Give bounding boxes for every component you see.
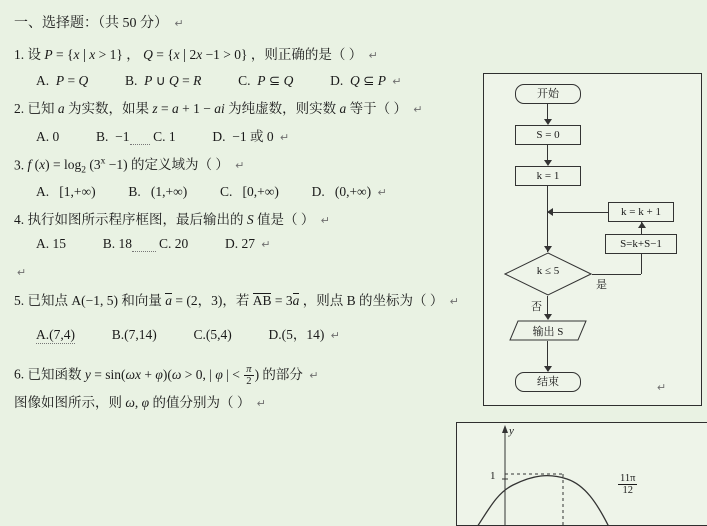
graph-y-axis-label: y [509, 425, 514, 437]
paragraph-mark: ↵ [235, 160, 245, 173]
option-c: C. [0,+∞) [219, 184, 279, 200]
flow-node-init-s [515, 125, 581, 145]
option-a: A.(7,4) [36, 326, 75, 342]
flow-node-output [509, 320, 587, 341]
question-2-stem [14, 99, 474, 119]
section-heading-text: 一、选择题：（共 50 分） [14, 16, 168, 31]
flow-arrow-yes-up [641, 254, 642, 274]
flow-arrow-yes [592, 274, 641, 275]
paragraph-mark: ↵ [256, 397, 266, 410]
flow-arrowhead [547, 208, 553, 216]
flow-node-output-label: 输出 S [532, 326, 564, 338]
paragraph-mark: ↵ [320, 215, 330, 228]
graph-frac-numerator: 11π [620, 473, 636, 484]
question-3-text: f $(x) = \log_2 (3^x -1)$ 的定义域为（ ） [27, 156, 233, 176]
paragraph-mark: ↵ [377, 187, 387, 200]
question-1-options [36, 73, 474, 89]
paragraph-mark: ↵ [392, 75, 402, 88]
question-1-number: 1. [14, 47, 25, 62]
option-a: A. P = Q [36, 72, 89, 88]
flow-node-end-label: 结束 [537, 376, 559, 388]
blank-paragraph [14, 262, 474, 282]
question-2-number: 2. [14, 100, 25, 116]
option-d: D.(5，14) [268, 326, 325, 342]
paragraph-mark: ↵ [309, 369, 319, 382]
option-a: A. [1,+∞) [36, 184, 96, 200]
option-a: A. 0 [36, 128, 60, 144]
question-2-options [36, 125, 474, 145]
graph-y-tick-1: 1 [490, 470, 496, 482]
flow-node-update-s [605, 234, 677, 254]
question-5-number: 5. [14, 292, 25, 308]
paragraph-mark: ↵ [657, 382, 667, 394]
option-d: D. 27 [225, 236, 256, 252]
flow-node-init-k [515, 166, 581, 186]
flow-arrowhead [638, 222, 646, 228]
option-c: C. 20 [159, 236, 189, 252]
graph-frac-denominator: 12 [622, 485, 633, 497]
option-b: B. 18 [102, 236, 133, 252]
flow-node-start [515, 84, 581, 104]
paragraph-mark: ↵ [261, 239, 271, 252]
option-c: C. 1 [153, 128, 176, 144]
flowchart-figure [483, 73, 702, 406]
question-2-text: 已知 a 为实数，如果 z = a + 1 − ai 为纯虚数，则实数 a 等于（ ） [27, 100, 411, 116]
paragraph-mark: ↵ [280, 131, 290, 144]
flow-node-init-s-label: S = 0 [536, 129, 560, 141]
option-a: A. 15 [36, 236, 66, 252]
option-b: B. (1,+∞) [128, 184, 188, 200]
question-1-text: 设 P = {x | x > 1} ， Q = {x | 2x −1 > 0} ，则正确的是（ ） [27, 47, 366, 63]
question-3-number: 3. [14, 157, 25, 173]
option-b: B.(7,14) [111, 326, 157, 342]
paragraph-mark: ↵ [449, 295, 459, 308]
flow-arrow-incr-to-main [547, 212, 608, 213]
paragraph-mark: ↵ [174, 18, 184, 30]
flow-node-incr-k [608, 202, 674, 222]
question-4-number: 4. [14, 212, 25, 228]
question-5-options [36, 323, 474, 344]
question-3-options [36, 184, 474, 200]
flow-node-start-label: 开始 [537, 88, 559, 100]
option-d: D. (0,+∞) [311, 184, 372, 200]
question-4-stem [14, 210, 474, 230]
option-b: B. P ∪ Q = R [125, 72, 202, 88]
flow-label-no: 否 [531, 301, 542, 313]
sine-graph-figure [456, 422, 707, 526]
question-4-options [36, 236, 474, 252]
graph-x-tick-frac [617, 473, 638, 496]
flow-label-yes: 是 [596, 279, 607, 291]
option-b: B. −1 [96, 128, 130, 144]
question-6-number: 6. [14, 366, 25, 382]
flow-node-end [515, 372, 581, 392]
paragraph-mark: ↵ [368, 50, 378, 62]
question-6-text-2: 图像如图所示，则 ω, φ 的值分别为（ ） [14, 394, 251, 410]
question-6-text-1: 已知函数 y = sin(ωx + φ)(ω > 0, | φ | < $\frac{\pi}{2}$ ) 的部分 [27, 363, 307, 387]
option-c: C. P ⊆ Q [238, 72, 294, 88]
question-5-stem [14, 291, 474, 311]
question-3-stem [14, 155, 474, 178]
section-heading [14, 12, 474, 32]
paragraph-mark: ↵ [17, 267, 27, 280]
option-d: D. Q ⊆ P [330, 72, 387, 88]
flow-node-init-k-label: k = 1 [536, 170, 560, 182]
paragraph-mark: ↵ [330, 329, 340, 342]
question-5-text: 已知点 A(−1, 5) 和向量 a = (2，3)，若 AB = 3a ，则点 B 的坐标为（ ） [27, 292, 447, 308]
flow-node-condition-label: k ≤ 5 [536, 265, 560, 277]
question-4-text: 执行如图所示程序框图，最后输出的 S 值是（ ） [27, 212, 318, 228]
flow-node-incr-k-label: k = k + 1 [621, 206, 661, 218]
question-1-stem [14, 44, 474, 67]
paragraph-mark: ↵ [413, 103, 423, 116]
flow-node-update-s-label: S=k+S−1 [620, 238, 662, 250]
option-c: C.(5,4) [193, 326, 232, 342]
question-6-stem-line2 [14, 393, 474, 413]
flow-node-condition [504, 252, 592, 296]
option-d: D. −1 或 0 [212, 128, 274, 144]
question-6-stem-line1 [14, 364, 474, 387]
